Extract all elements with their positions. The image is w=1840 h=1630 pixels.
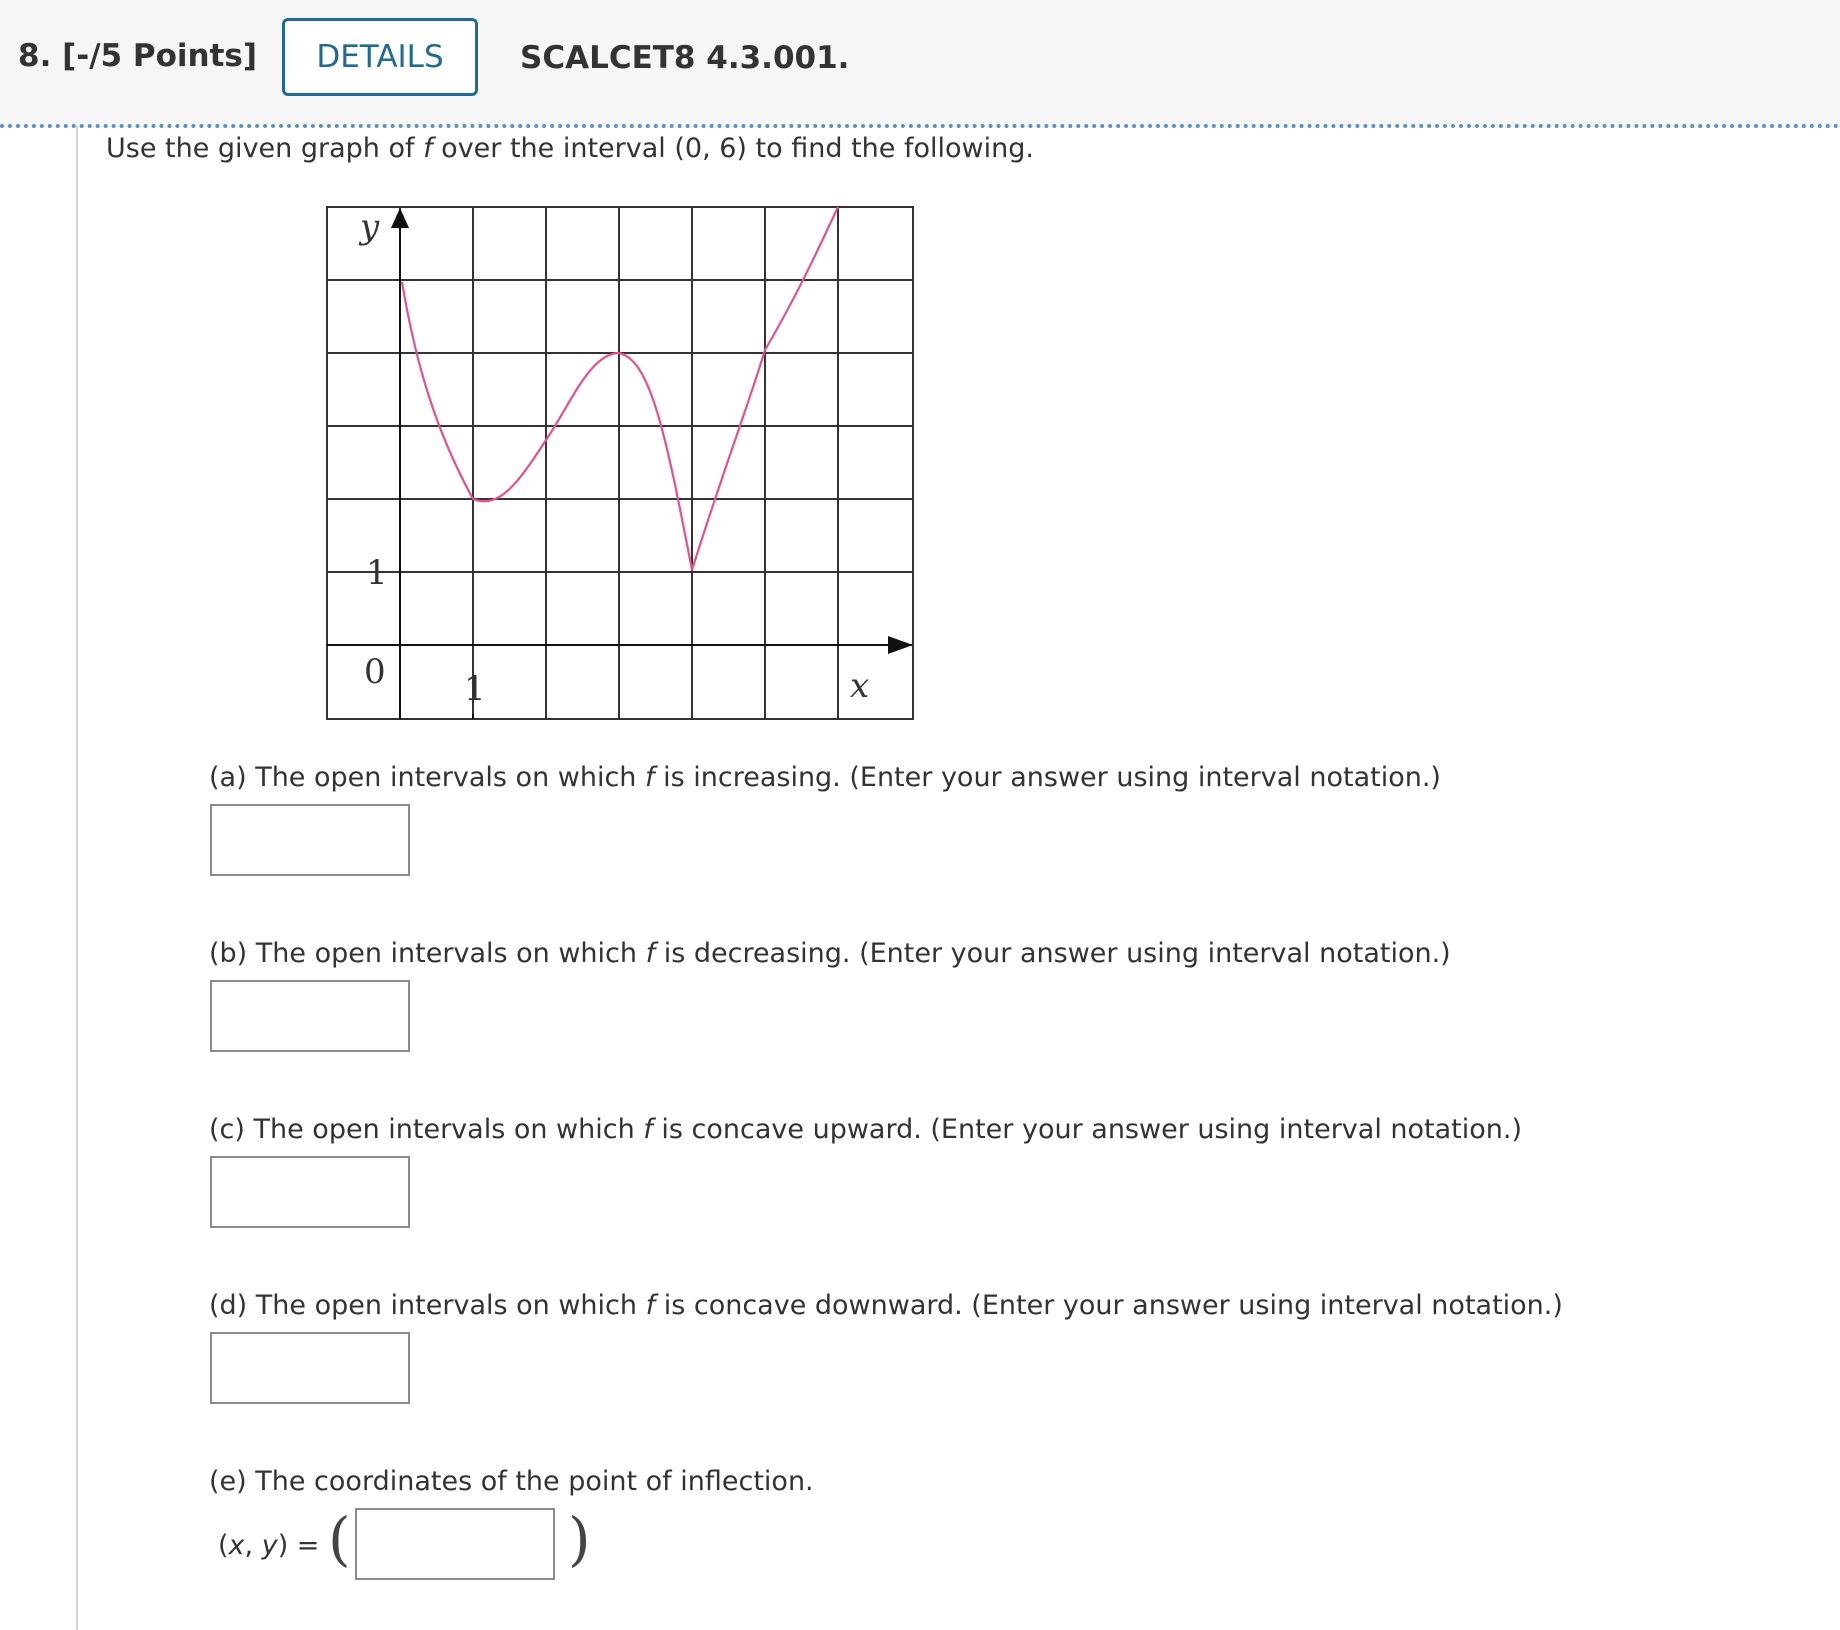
xy-label [218, 1530, 319, 1561]
question-b-suffix: is decreasing. (Enter your answer using interval notation.) [655, 938, 1451, 969]
question-a-suffix: is increasing. (Enter your answer using interval notation.) [654, 762, 1441, 793]
question-a-prefix: (a) The open intervals on which [209, 762, 645, 793]
question-a [209, 762, 1441, 793]
origin-label: 0 [364, 652, 386, 692]
x-axis-label: x [850, 666, 870, 706]
y-axis-arrow [391, 208, 409, 228]
question-d-suffix: is concave downward. (Enter your answer using interval notation.) [655, 1290, 1563, 1321]
dotted-divider [0, 124, 1840, 128]
graph-grid [327, 207, 913, 719]
question-d-var: f [645, 1290, 656, 1321]
xy-x: x [228, 1530, 245, 1561]
x-tick-label: 1 [464, 669, 486, 709]
left-rule [76, 126, 78, 1630]
intro-text-after: over the interval (0, 6) to find the following. [432, 133, 1034, 164]
answer-b-input[interactable] [210, 980, 410, 1052]
problem-code: SCALCET8 4.3.001. [520, 40, 850, 76]
x-axis-arrow [888, 636, 913, 654]
points-label: [-/5 Points] [62, 38, 258, 74]
question-b-prefix: (b) The open intervals on which [209, 938, 646, 969]
intro-text-before: Use the given graph of [106, 133, 424, 164]
question-c-var: f [643, 1114, 653, 1145]
question-a-var: f [645, 762, 655, 793]
function-graph [320, 200, 920, 730]
xy-close: ) = [277, 1530, 320, 1561]
question-c-suffix: is concave upward. (Enter your answer using interval notation.) [652, 1114, 1523, 1145]
question-number: 8. [18, 38, 52, 74]
xy-sep: , [244, 1530, 262, 1561]
y-tick-label: 1 [366, 553, 388, 593]
question-b-var: f [645, 938, 656, 969]
question-c [209, 1114, 1522, 1145]
answer-c-input[interactable] [210, 1156, 410, 1228]
xy-y: y [261, 1530, 278, 1561]
question-b [209, 938, 1451, 969]
close-paren: ) [568, 1505, 591, 1573]
question-e: (e) The coordinates of the point of inflection. [209, 1466, 814, 1497]
xy-open: ( [218, 1530, 229, 1561]
answer-d-input[interactable] [210, 1332, 410, 1404]
question-c-prefix: (c) The open intervals on which [209, 1114, 644, 1145]
question-title [18, 38, 257, 74]
problem-intro [106, 133, 1034, 164]
question-header [0, 0, 1840, 125]
open-paren: ( [328, 1505, 351, 1573]
intro-var: f [423, 133, 433, 164]
answer-a-input[interactable] [210, 804, 410, 876]
details-button[interactable]: DETAILS [282, 18, 478, 96]
question-d-prefix: (d) The open intervals on which [209, 1290, 646, 1321]
question-d [209, 1290, 1563, 1321]
y-axis-label: y [360, 207, 380, 247]
inflection-point-input[interactable] [355, 1508, 555, 1580]
